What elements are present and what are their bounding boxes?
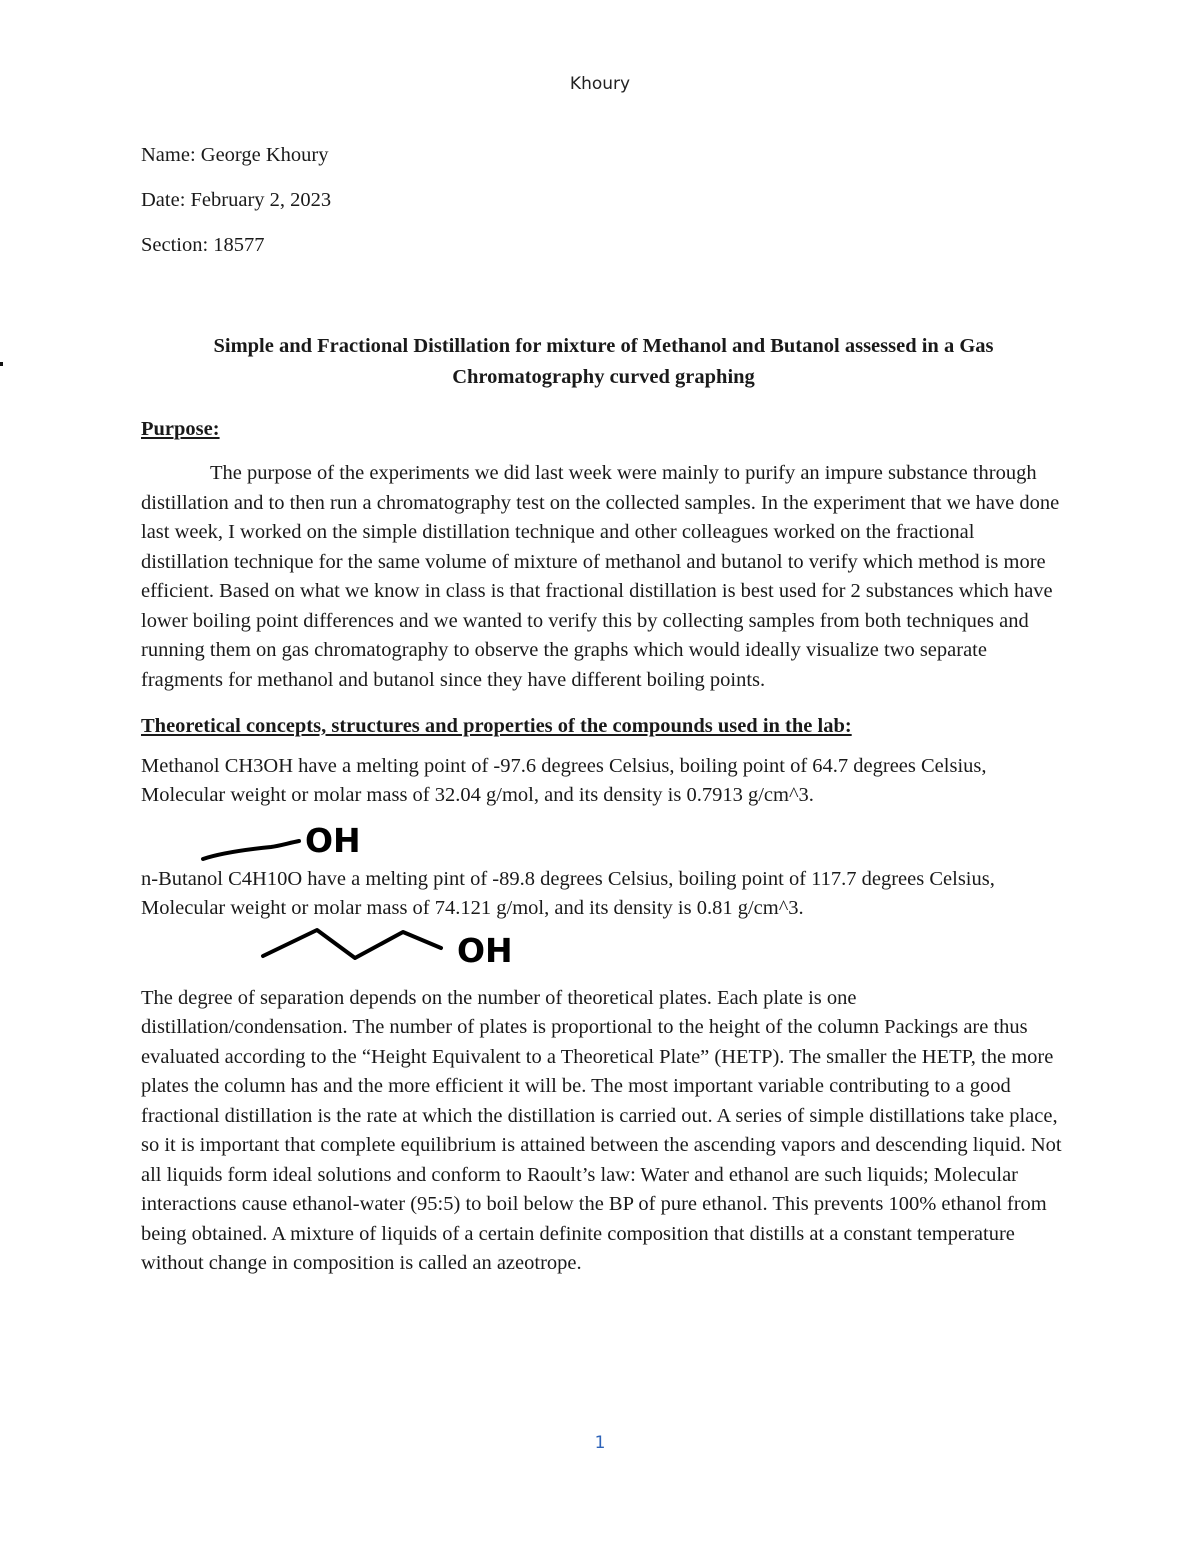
butanol-structure [141,924,1066,984]
butanol-structure-drawing [141,924,561,984]
butanol-oh-label: OH [457,930,513,970]
title-line-1: Simple and Fractional Distillation for mixture of Methanol and Butanol assessed in a Gas [213,334,994,357]
running-head: Khoury [569,74,631,94]
document-title [141,331,1066,393]
report-date: Date: February 2, 2023 [141,189,332,211]
methanol-paragraph: Methanol CH3OH have a melting point of -97.6 degrees Celsius, boiling point of 64.7 degrees Celsius, Molecular weight or molar mass of 32.04 g/mol, and its density is 0.7913 g/cm^3. [141,754,987,806]
theory-heading: Theoretical concepts, structures and properties of the compounds used in the lab: [141,715,852,737]
methanol-structure [141,811,1066,865]
page-number: 1 [594,1433,606,1453]
separation-paragraph: The degree of separation depends on the number of theoretical plates. Each plate is one distillation/condensation. The number of plates is proportional to the height of the column Packings are thus evaluated according to the “Height Equivalent to a Theoretical Plate” (HETP). The smaller the HETP, the more plates the column has and the more efficient it will be. The most important variable contributing to a good fractional distillation is the rate at which the distillation is carried out. A series of simple distillations take place, so it is important that complete equilibrium is attained between the ascending vapors and descending liquid. Not all liquids form ideal solutions and conform to Raoult’s law: Water and ethanol are such liquids; Molecular interactions cause ethanol-water (95:5) to boil below the BP of pure ethanol. This prevents 100% ethanol from being obtained. A mixture of liquids of a certain definite composition that distills at a constant temperature without change in composition is called an azeotrope. [141,986,1062,1274]
document-body [141,141,1066,1279]
methanol-oh-label: OH [305,820,361,860]
methanol-structure-drawing [141,811,401,865]
author-name: Name: George Khoury [141,144,329,166]
butanol-paragraph: n-Butanol C4H10O have a melting pint of -89.8 degrees Celsius, boiling point of 117.7 degrees Celsius, Molecular weight or molar mass of 74.121 g/mol, and its density is 0.81 g/cm^3. [141,867,995,919]
purpose-paragraph: The purpose of the experiments we did last week were mainly to purify an impure substance through distillation and to then run a chromatography test on the collected samples. In the experiment that we have done last week, I worked on the simple distillation technique and other colleagues worked on the fractional distillation technique for the same volume of mixture of methanol and butanol to verify which method is more efficient. Based on what we know in class is that fractional distillation is best used for 2 substances which have lower boiling point differences and we wanted to verify this by collecting samples from both techniques and running them on gas chromatography to observe the graphs which would ideally visualize two separate fragments for methanol and butanol since they have different boiling points. [141,462,1060,691]
title-line-2: Chromatography curved graphing [452,365,755,388]
margin-mark [0,362,3,366]
course-section: Section: 18577 [141,234,265,256]
purpose-heading: Purpose: [141,417,220,440]
